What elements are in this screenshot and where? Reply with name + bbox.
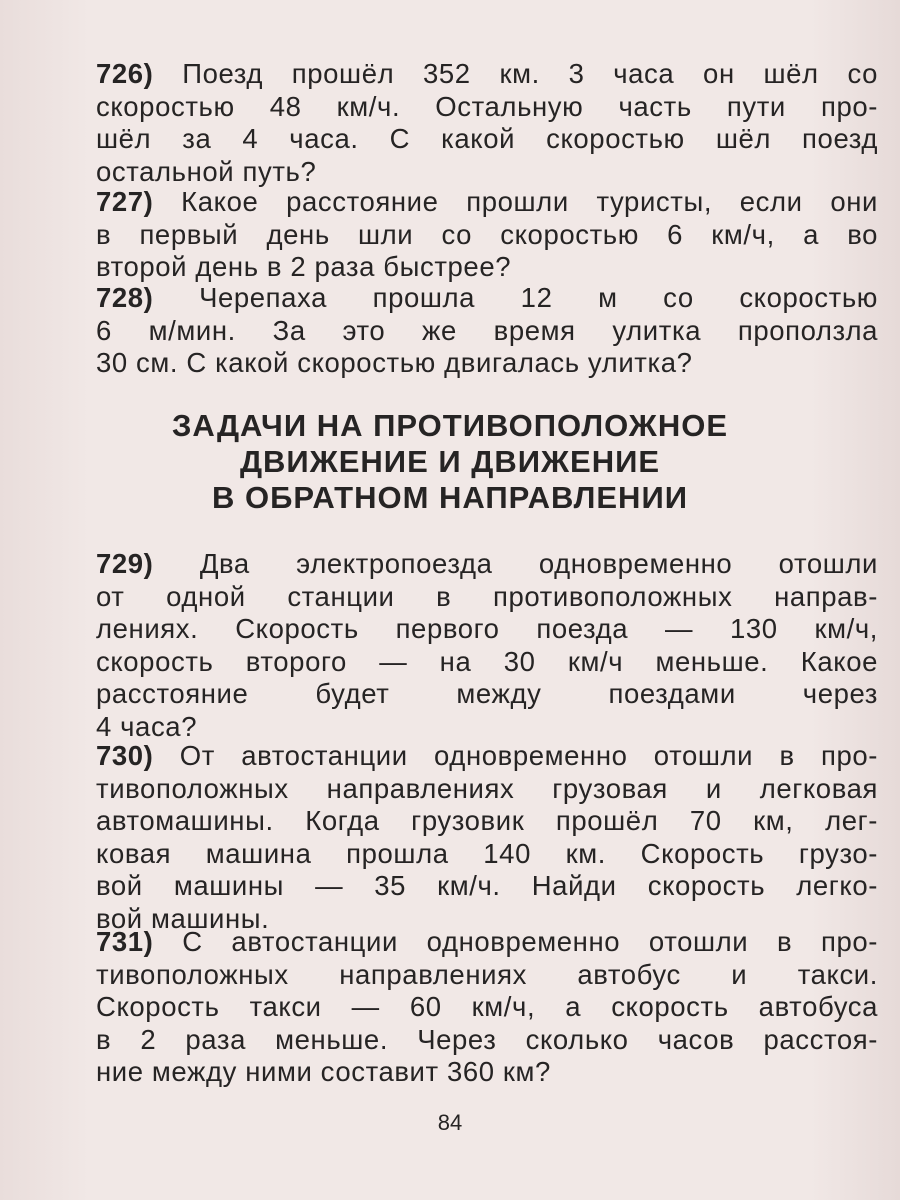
problem-text: Два электропоезда одновременно отошли [199, 548, 879, 579]
problem-line: от одной станции в противоположных направ- [96, 580, 878, 612]
problem-line [96, 58, 878, 91]
problem-number: 728) [96, 282, 154, 313]
problem-line [96, 282, 878, 315]
problem-line: в 2 раза меньше. Через сколько часов расстоя- [96, 1023, 878, 1055]
problem-727 [96, 186, 878, 284]
problem-line [96, 740, 878, 773]
problem-number: 730) [96, 740, 154, 771]
problem-number: 726) [96, 58, 154, 89]
problem-731 [96, 926, 878, 1089]
problem-text: Черепаха прошла 12 м со скоростью [199, 282, 878, 313]
problem-line: ние между ними составит 360 км? [96, 1056, 551, 1088]
problem-text: Поезд прошёл 352 км. 3 часа он шёл со [182, 58, 878, 89]
heading-line: В ОБРАТНОМ НАПРАВЛЕНИИ [211, 480, 689, 515]
problem-line [96, 186, 878, 219]
page-number: 84 [437, 1110, 463, 1135]
problem-text: От автостанции одновременно отошли в про- [179, 740, 878, 771]
problem-line: скорость второго — на 30 км/ч меньше. Какое [96, 645, 878, 677]
problem-line: второй день в 2 раза быстрее? [96, 251, 512, 283]
problem-728 [96, 282, 878, 380]
problem-line: тивоположных направлениях грузовая и легковая [96, 772, 878, 804]
problem-line [96, 926, 878, 959]
problem-line: лениях. Скорость первого поезда — 130 км/ч, [96, 613, 878, 645]
problem-line: вой машины — 35 км/ч. Найди скорость легко- [96, 870, 878, 902]
problem-line [96, 548, 878, 581]
problem-line: расстояние будет между поездами через [96, 678, 878, 710]
problem-text: С автостанции одновременно отошли в про- [182, 926, 878, 957]
problem-line: 4 часа? [96, 710, 198, 742]
heading-line: ДВИЖЕНИЕ И ДВИЖЕНИЕ [239, 444, 661, 479]
problem-line: ковая машина прошла 140 км. Скорость грузо- [96, 837, 878, 869]
problem-line: тивоположных направлениях автобус и такси. [96, 958, 878, 990]
problem-line: скоростью 48 км/ч. Остальную часть пути про- [96, 90, 878, 122]
problem-number: 729) [96, 548, 154, 579]
problem-line: шёл за 4 часа. С какой скоростью шёл поезд [96, 123, 878, 155]
problem-number: 731) [96, 926, 154, 957]
problem-line: Скорость такси — 60 км/ч, а скорость автобуса [96, 991, 878, 1023]
problem-line: автомашины. Когда грузовик прошёл 70 км, лег- [96, 805, 878, 837]
problem-729 [96, 548, 878, 744]
problem-726 [96, 58, 878, 188]
problem-line: вой машины. [96, 902, 270, 934]
problem-text: Какое расстояние прошли туристы, если они [181, 186, 878, 217]
problem-line: 6 м/мин. За это же время улитка проползла [96, 314, 878, 346]
problem-line: 30 см. С какой скоростью двигалась улитка? [96, 347, 693, 379]
section-heading [0, 408, 900, 516]
problem-line: остальной путь? [96, 155, 317, 187]
problem-line: в первый день шли со скоростью 6 км/ч, а во [96, 218, 878, 250]
problem-number: 727) [96, 186, 154, 217]
problem-730 [96, 740, 878, 936]
heading-line: ЗАДАЧИ НА ПРОТИВОПОЛОЖНОЕ [171, 408, 728, 443]
